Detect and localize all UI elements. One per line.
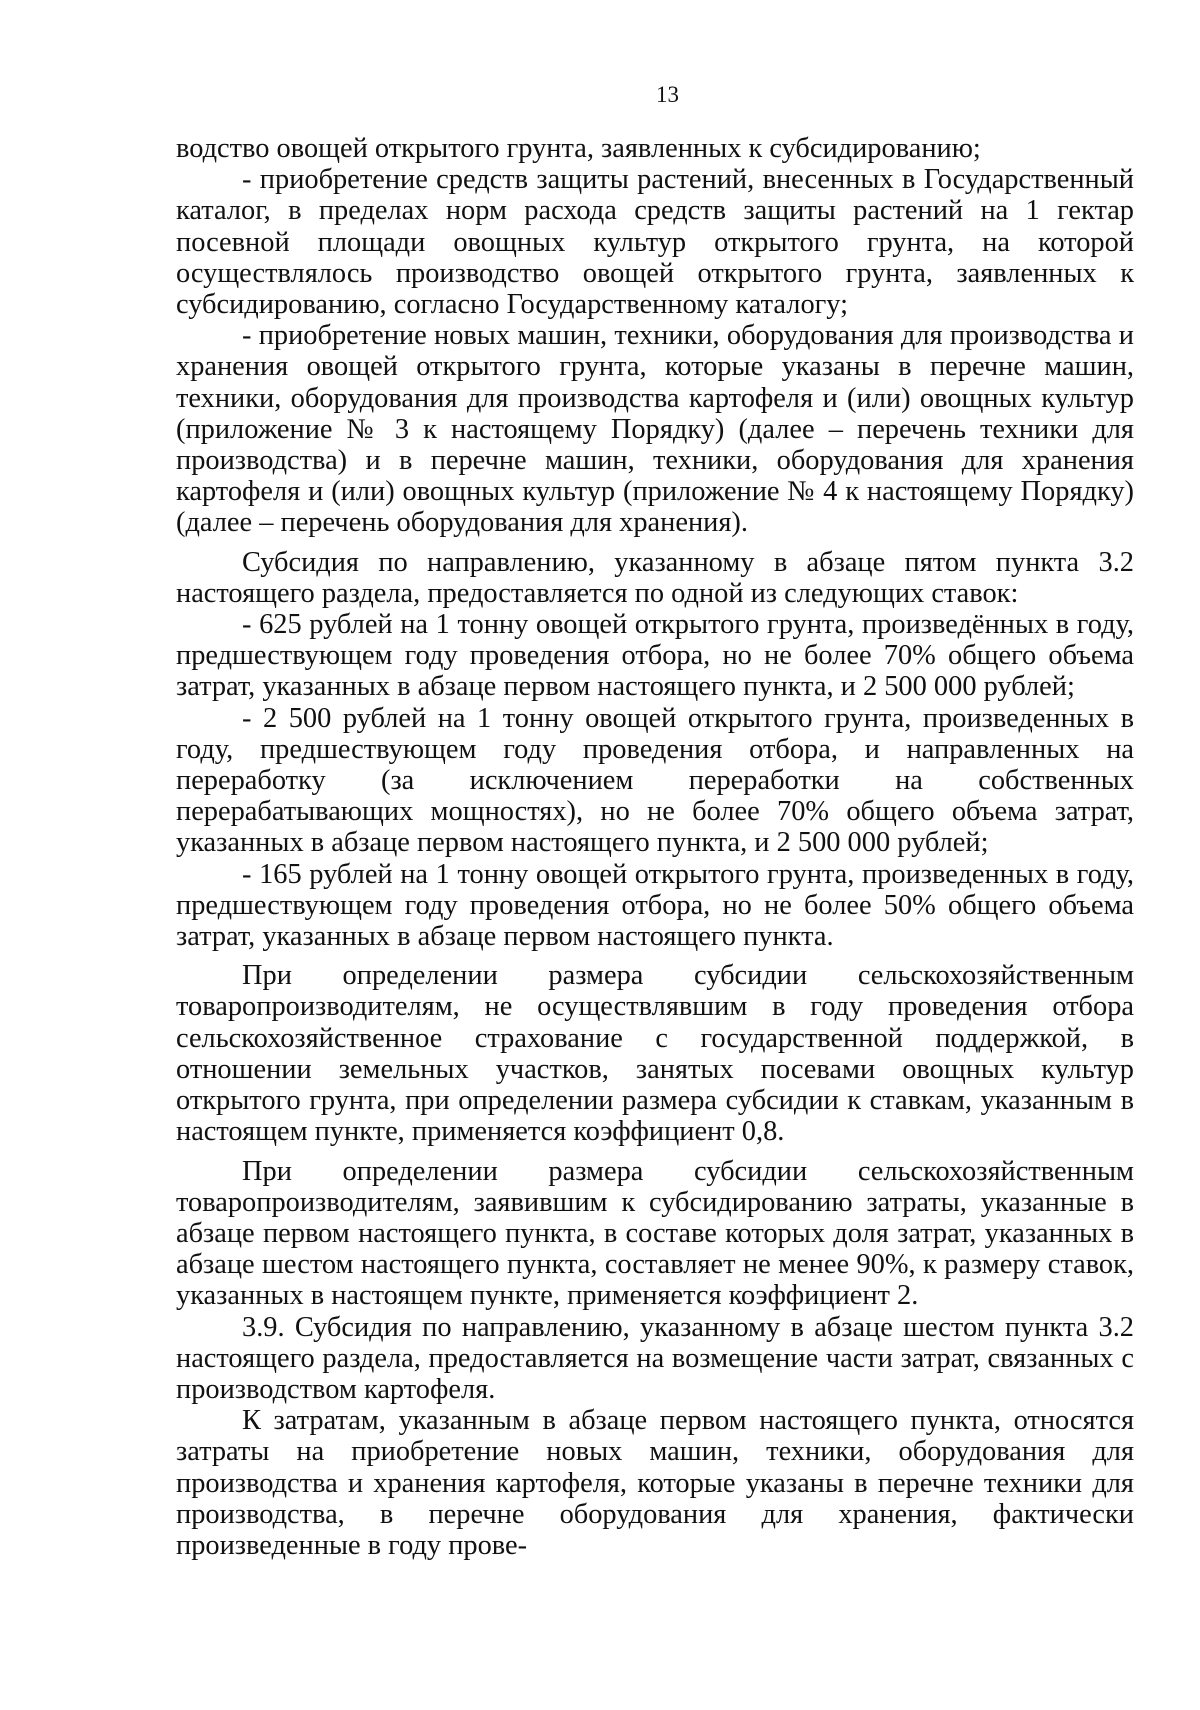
page-number: 13 <box>656 82 679 107</box>
list-item-rate-625: - 625 рублей на 1 тонну овощей открытого грунта, произведённых в году, предшествующем году проведения отбора, но не более 70% общего объема затрат, указанных в абзаце первом настоящего пункта, и 2 500 000 рублей; <box>176 609 1134 703</box>
list-item-machinery: - приобретение новых машин, техники, оборудования для производства и хранения овощей открытого грунта, которые указаны в перечне машин, техники, оборудования для производства картофеля и (или) овощных культур (приложение № 3 к настоящему Порядку) (далее – перечень техники для производства) и в перечне машин, техники, оборудования для хранения картофеля и (или) овощных культур (приложение № 4 к настоящему Порядку) (далее – перечень оборудования для хранения). <box>176 320 1134 539</box>
paragraph-continuation: водство овощей открытого грунта, заявленных к субсидированию; <box>176 133 981 164</box>
paragraph-coefficient-0-8: При определении размера субсидии сельскохозяйственным товаропроизводителям, не осуществлявшим в году проведения отбора сельскохозяйственное страхование с государственной поддержкой, в отношении земельных участков, занятых посевами овощных культур открытого грунта, при определении размера субсидии к ставкам, указанным в настоящем пункте, применяется коэффициент 0,8. <box>176 960 1134 1148</box>
paragraph-coefficient-2: При определении размера субсидии сельскохозяйственным товаропроизводителям, заявившим к субсидированию затраты, указанные в абзаце первом настоящего пункта, в составе которых доля затрат, указанных в абзаце шестом настоящего пункта, составляет не менее 90%, к размеру ставок, указанных в настоящем пункте, применяется коэффициент 2. <box>176 1155 1134 1312</box>
list-item-rate-2500: - 2 500 рублей на 1 тонну овощей открытого грунта, произведенных в году, предшествующем году проведения отбора, и направленных на переработку (за исключением переработки на собственных перерабатывающих мощностях), но не более 70% общего объема затрат, указанных в абзаце первом настоящего пункта, и 2 500 000 рублей; <box>176 702 1134 859</box>
paragraph-section-3-9: 3.9. Субсидия по направлению, указанному в абзаце шестом пункта 3.2 настоящего раздела, предоставляется на возмещение части затрат, связанных с производством картофеля. <box>176 1311 1134 1405</box>
document-body <box>176 133 1134 1561</box>
list-item-plant-protection: - приобретение средств защиты растений, внесенных в Государственный каталог, в пределах норм расхода средств защиты растений на 1 гектар посевной площади овощных культур открытого грунта, на которой осуществлялось производство овощей открытого грунта, заявленных к субсидированию, согласно Государственному каталогу; <box>176 164 1134 321</box>
list-item-rate-165: - 165 рублей на 1 тонну овощей открытого грунта, произведенных в году, предшествующем году проведения отбора, но не более 50% общего объема затрат, указанных в абзаце первом настоящего пункта. <box>176 858 1134 953</box>
paragraph-subsidy-rates: Субсидия по направлению, указанному в абзаце пятом пункта 3.2 настоящего раздела, предоставляется по одной из следующих ставок: <box>176 546 1134 609</box>
paragraph-potato-costs: К затратам, указанным в абзаце первом настоящего пункта, относятся затраты на приобретение новых машин, техники, оборудования для производства и хранения картофеля, которые указаны в перечне техники для производства, в перечне оборудования для хранения, фактически произведенные в году прове- <box>176 1405 1134 1561</box>
